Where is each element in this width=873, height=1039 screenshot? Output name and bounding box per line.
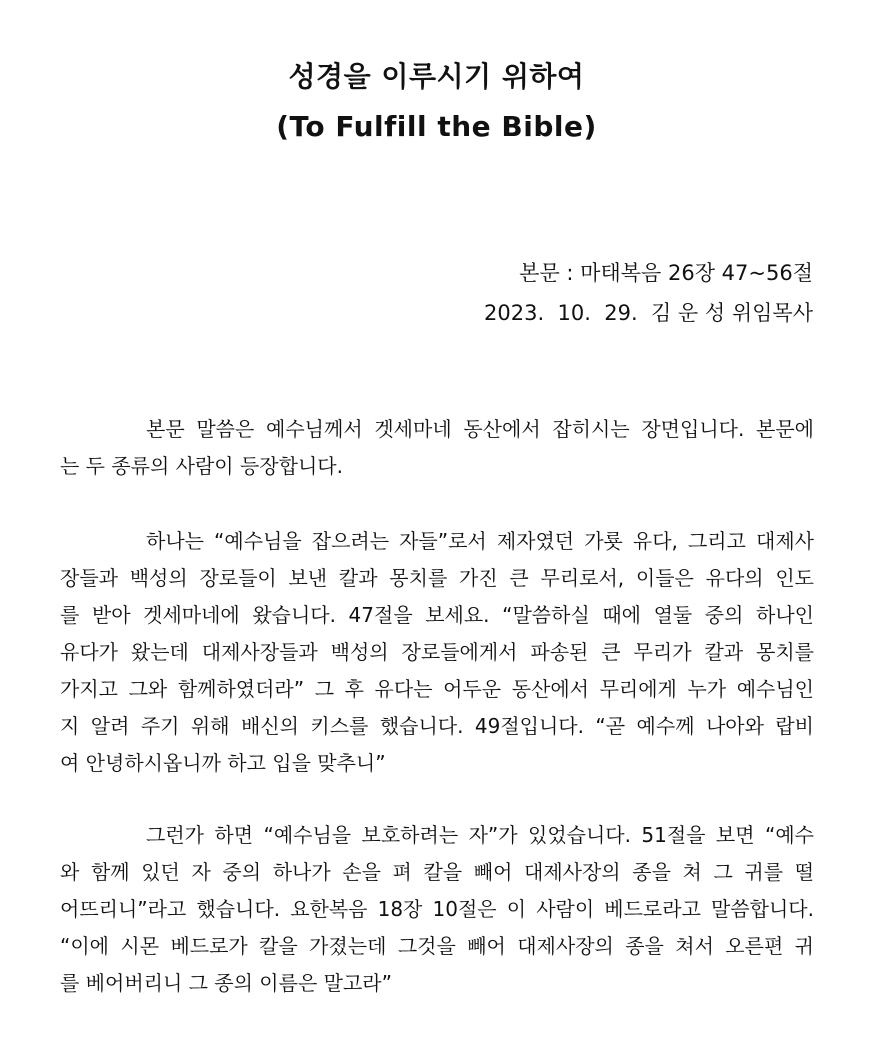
paragraph-line: 장들과 백성의 장로들이 보낸 칼과 몽치를 가진 큰 무리로서, 이들은 유다의 인도: [60, 566, 814, 590]
paragraph-line: 그런가 하면 “예수님을 보호하려는 자”가 있었습니다. 51절을 보면 “예수: [146, 823, 814, 847]
sermon-meta: [484, 253, 813, 333]
paragraph-line: 가지고 그와 함께하였더라” 그 후 유다는 어두운 동산에서 무리에게 누가 예수님인: [60, 677, 814, 701]
title-english: (To Fulfill the Bible): [276, 110, 597, 143]
paragraph-those-who-seize: [60, 523, 814, 782]
paragraph-line: “이에 시몬 베드로가 칼을 가졌는데 그것을 빼어 대제사장의 종을 쳐서 오른편 귀: [60, 934, 814, 958]
paragraph-line: 와 함께 있던 자 중의 하나가 손을 펴 칼을 빼어 대제사장의 종을 쳐 그 귀를 떨: [60, 860, 814, 884]
paragraph-line: 는 두 종류의 사람이 등장합니다.: [60, 454, 343, 478]
title-block: [0, 52, 873, 152]
paragraph-line: 를 베어버리니 그 종의 이름은 말고라”: [60, 971, 392, 995]
date-and-author: 2023. 10. 29. 김 운 성 위임목사: [484, 301, 813, 325]
paragraph-intro: [60, 411, 814, 485]
paragraph-line: 를 받아 겟세마네에 왔습니다. 47절을 보세요. “말씀하실 때에 열둘 중의 하나인: [60, 603, 814, 627]
paragraph-line: 지 알려 주기 위해 배신의 키스를 했습니다. 49절입니다. “곧 예수께 나아와 랍비: [60, 714, 814, 738]
paragraph-line: 여 안녕하시옵니까 하고 입을 맞추니”: [60, 751, 386, 775]
title-korean: 성경을 이루시기 위하여: [288, 60, 585, 93]
paragraph-line: 어뜨리니”라고 했습니다. 요한복음 18장 10절은 이 사람이 베드로라고 말씀합니다.: [60, 897, 814, 921]
paragraph-line: 하나는 “예수님을 잡으려는 자들”로서 제자였던 가룟 유다, 그리고 대제사: [146, 529, 814, 553]
paragraph-line: 유다가 왔는데 대제사장들과 백성의 장로들에게서 파송된 큰 무리가 칼과 몽치를: [60, 640, 814, 664]
paragraph-those-who-protect: [60, 817, 814, 1002]
paragraph-line: 본문 말씀은 예수님께서 겟세마네 동산에서 잡히시는 장면입니다. 본문에: [146, 417, 814, 441]
scripture-reference: 본문 : 마태복음 26장 47~56절: [519, 261, 813, 285]
